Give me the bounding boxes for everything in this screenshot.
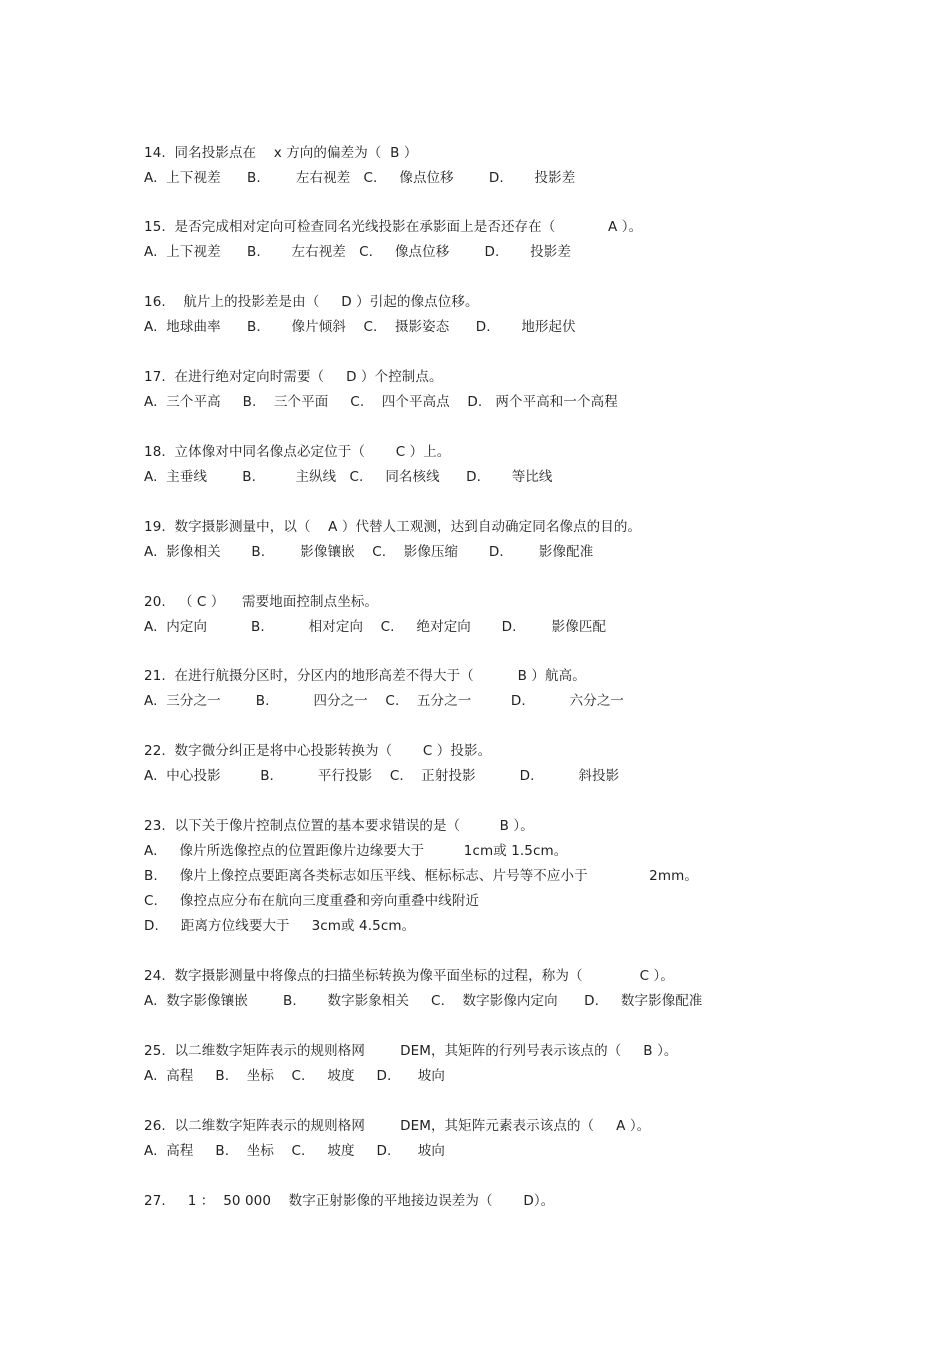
question-options: A. 影像相关 B. 影像镶嵌 C. 影像压缩 D. 影像配准 (144, 544, 594, 560)
question-options: A. 三个平高 B. 三个平面 C. 四个平高点 D. 两个平高和一个高程 (144, 394, 618, 410)
question-stem: 21. 在进行航摄分区时，分区内的地形高差不得大于（ B ）航高。 (144, 668, 586, 684)
question-24 (144, 964, 844, 1014)
question-options: A. 上下视差 B. 左右视差 C. 像点位移 D. 投影差 (144, 244, 571, 260)
question-options: A. 上下视差 B. 左右视差 C. 像点位移 D. 投影差 (144, 170, 576, 186)
question-20 (144, 590, 844, 640)
question-22 (144, 739, 844, 789)
question-stem: 16. 航片上的投影差是由（ D ）引起的像点位移。 (144, 294, 479, 310)
question-stem: 18. 立体像对中同名像点必定位于（ C ）上。 (144, 444, 451, 460)
question-stem: 19. 数字摄影测量中，以（ A ）代替人工观测，达到自动确定同名像点的目的。 (144, 519, 642, 535)
question-26 (144, 1114, 844, 1164)
question-14 (144, 141, 844, 191)
question-stem: 22. 数字微分纠正是将中心投影转换为（ C ）投影。 (144, 743, 492, 759)
question-option-c: C. 像控点应分布在航向三度重叠和旁向重叠中线附近 (144, 893, 480, 909)
question-stem: 15. 是否完成相对定向可检查同名光线投影在承影面上是否还存在（ A ）。 (144, 219, 643, 235)
question-23 (144, 814, 844, 939)
question-options: A. 中心投影 B. 平行投影 C. 正射投影 D. 斜投影 (144, 768, 620, 784)
question-16 (144, 290, 844, 340)
question-27 (144, 1189, 844, 1214)
question-option-b: B. 像片上像控点要距离各类标志如压平线、框标标志、片号等不应小于 2mm。 (144, 868, 698, 884)
question-stem: 25. 以二维数字矩阵表示的规则格网 DEM，其矩阵的行列号表示该点的（ B ）。 (144, 1043, 678, 1059)
question-stem: 17. 在进行绝对定向时需要（ D ）个控制点。 (144, 369, 443, 385)
question-option-a: A. 像片所选像控点的位置距像片边缘要大于 1cm或 1.5cm。 (144, 843, 568, 859)
question-17 (144, 365, 844, 415)
question-options: A. 三分之一 B. 四分之一 C. 五分之一 D. 六分之一 (144, 693, 625, 709)
question-options: A. 高程 B. 坐标 C. 坡度 D. 坡向 (144, 1143, 445, 1159)
question-15 (144, 215, 844, 265)
question-stem: 24. 数字摄影测量中将像点的扫描坐标转换为像平面坐标的过程，称为（ C ）。 (144, 968, 675, 984)
question-options: A. 高程 B. 坐标 C. 坡度 D. 坡向 (144, 1068, 445, 1084)
question-21 (144, 664, 844, 714)
question-options: A. 内定向 B. 相对定向 C. 绝对定向 D. 影像匹配 (144, 619, 607, 635)
question-stem: 20. （ C ） 需要地面控制点坐标。 (144, 594, 379, 610)
question-options: A. 地球曲率 B. 像片倾斜 C. 摄影姿态 D. 地形起伏 (144, 319, 576, 335)
question-stem: 14. 同名投影点在 x 方向的偏差为（ B ） (144, 145, 418, 161)
question-18 (144, 440, 844, 490)
question-stem: 26. 以二维数字矩阵表示的规则格网 DEM，其矩阵元素表示该点的（ A ）。 (144, 1118, 651, 1134)
question-stem: 23. 以下关于像片控制点位置的基本要求错误的是（ B ）。 (144, 818, 534, 834)
question-option-d: D. 距离方位线要大于 3cm或 4.5cm。 (144, 918, 416, 934)
question-25 (144, 1039, 844, 1089)
question-19 (144, 515, 844, 565)
question-options: A. 主垂线 B. 主纵线 C. 同名核线 D. 等比线 (144, 469, 553, 485)
question-stem: 27. 1 ： 50 000 数字正射影像的平地接边误差为（ D）。 (144, 1193, 555, 1209)
question-options: A. 数字影像镶嵌 B. 数字影象相关 C. 数字影像内定向 D. 数字影像配准 (144, 993, 703, 1009)
